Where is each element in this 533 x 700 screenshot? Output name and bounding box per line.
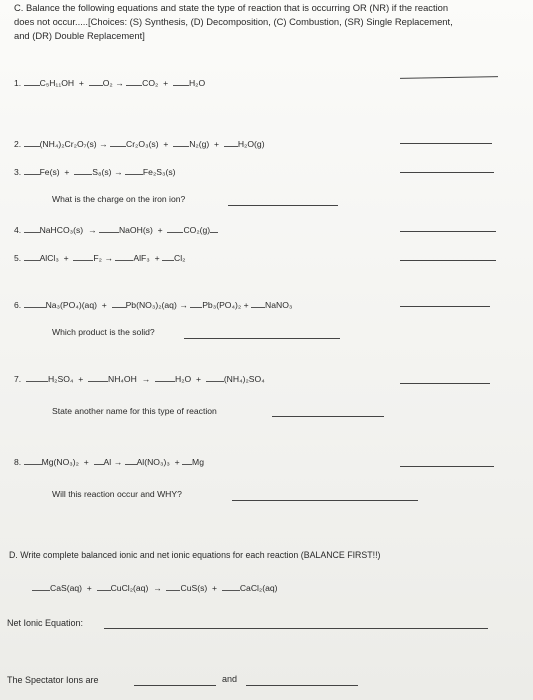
answer-line-6[interactable] <box>400 306 490 307</box>
reactant: NH₄OH <box>108 374 137 384</box>
answer-line-8[interactable] <box>400 466 494 467</box>
product: Cr₂O₃(s) <box>125 139 159 149</box>
question-number: 5. <box>14 253 22 263</box>
product: H₂O(g) <box>237 139 265 149</box>
equation-4 <box>14 224 218 236</box>
spectator-ions-label: The Spectator Ions are <box>7 675 99 685</box>
product: Mg <box>192 457 204 467</box>
reactant: S₈(s) <box>92 167 112 177</box>
question-number: 1. <box>14 78 22 88</box>
plus-sign: + <box>78 78 84 88</box>
product: CuS(s) <box>180 583 208 593</box>
plus-sign: + <box>196 374 202 384</box>
part-d-equation <box>32 582 278 594</box>
iron-charge-answer-line[interactable] <box>228 205 338 206</box>
net-ionic-label: Net Ionic Equation: <box>7 618 84 628</box>
question-number: 3. <box>14 167 22 177</box>
plus-sign: + <box>86 583 92 593</box>
instructions-line-2: does not occur.....[Choices: (S) Synthesis, (D) Decomposition, (C) Combustion, (SR) Single Replacement, <box>14 16 453 27</box>
reactant: AlCl₃ <box>39 253 59 263</box>
reactant: Mg(NO₃)₂ <box>41 457 79 467</box>
reactant: (NH₄)₂Cr₂O₇(s) <box>39 139 97 149</box>
reactant: O₂ <box>102 78 113 88</box>
spectator-ion-1-line[interactable] <box>134 685 216 686</box>
arrow-icon: → <box>113 457 123 467</box>
solid-product-answer-line[interactable] <box>184 338 340 339</box>
equation-2 <box>14 138 265 150</box>
part-d-instructions: D. Write complete balanced ionic and net ionic equations for each reaction (BALANCE FIRST!!) <box>9 550 381 560</box>
reactant: NaHCO₃(s) <box>39 225 84 235</box>
question-number: 7. <box>14 374 22 384</box>
answer-line-1[interactable] <box>400 76 498 79</box>
spectator-ion-2-line[interactable] <box>246 685 358 686</box>
question-number: 8. <box>14 457 22 467</box>
plus-sign: + <box>163 78 169 88</box>
question-number: 6. <box>14 300 22 310</box>
product: H₂O <box>174 374 192 384</box>
product: Fe₂S₃(s) <box>142 167 176 177</box>
plus-sign: + <box>157 225 163 235</box>
question-number: 2. <box>14 139 22 149</box>
plus-sign: + <box>64 167 70 177</box>
arrow-icon: → <box>141 374 151 384</box>
arrow-icon: → <box>104 253 113 263</box>
plus-sign: + <box>63 253 69 263</box>
reactant: Na₃(PO₄)(aq) <box>45 300 97 310</box>
product: N₂(g) <box>189 139 210 149</box>
arrow-icon: → <box>87 225 97 235</box>
instructions-line-1: C. Balance the following equations and state the type of reaction that is occurring OR (NR) if the reaction <box>14 2 449 13</box>
plus-sign: + <box>101 300 107 310</box>
answer-line-5[interactable] <box>400 260 496 261</box>
reactant: CaS(aq) <box>50 583 82 593</box>
product: AlF₃ <box>133 253 150 263</box>
plus-sign: + <box>212 583 218 593</box>
product: H₂O <box>188 78 206 88</box>
product: (NH₄)₂SO₄ <box>223 374 265 384</box>
plus-sign: + <box>154 253 160 263</box>
product: Pb₃(PO₄)₂ <box>202 300 242 310</box>
reactant: H₂SO₄ <box>47 374 74 384</box>
equation-6 <box>14 299 292 311</box>
question-8-prompt: Will this reaction occur and WHY? <box>52 489 182 499</box>
equation-5 <box>14 252 185 264</box>
plus-sign: + <box>83 457 89 467</box>
plus-sign: + <box>243 300 249 310</box>
equation-8 <box>14 456 204 468</box>
reaction-name-answer-line[interactable] <box>272 416 384 417</box>
product: CaCl₂(aq) <box>239 583 278 593</box>
reactant: Al <box>103 457 112 467</box>
answer-line-2[interactable] <box>400 143 492 144</box>
equation-7 <box>14 373 265 385</box>
arrow-icon: → <box>113 167 123 177</box>
why-answer-line[interactable] <box>232 500 418 501</box>
answer-line-3[interactable] <box>400 172 494 173</box>
instructions-line-3: and (DR) Double Replacement] <box>14 30 145 41</box>
plus-sign: + <box>214 139 220 149</box>
product: NaNO₃ <box>265 300 293 310</box>
reactant: Fe(s) <box>39 167 60 177</box>
and-label: and <box>222 674 238 684</box>
product: Cl₂ <box>173 253 186 263</box>
question-7-prompt: State another name for this type of reaction <box>52 406 217 416</box>
reactant: F₂ <box>93 253 103 263</box>
arrow-icon: → <box>115 78 124 88</box>
product: Al(NO₃)₃ <box>136 457 170 467</box>
answer-line-7[interactable] <box>400 383 490 384</box>
question-number: 4. <box>14 225 22 235</box>
equation-3 <box>14 166 176 178</box>
product: CO₂ <box>142 78 159 88</box>
arrow-icon: → <box>179 300 188 310</box>
arrow-icon: → <box>153 583 162 593</box>
answer-line-4[interactable] <box>400 231 496 232</box>
reactant: Pb(NO₃)₂(aq) <box>125 300 177 310</box>
plus-sign: + <box>163 139 169 149</box>
product: CO₂(g) <box>183 225 211 235</box>
product: NaOH(s) <box>118 225 153 235</box>
net-ionic-answer-line[interactable] <box>104 628 488 629</box>
reactant: C₅H₁₁OH <box>39 78 75 88</box>
equation-1 <box>14 77 205 89</box>
question-6-prompt: Which product is the solid? <box>52 327 155 337</box>
plus-sign: + <box>78 374 84 384</box>
arrow-icon: → <box>99 139 108 149</box>
question-3-prompt: What is the charge on the iron ion? <box>52 194 186 204</box>
reactant: CuCl₂(aq) <box>110 583 149 593</box>
plus-sign: + <box>174 457 180 467</box>
